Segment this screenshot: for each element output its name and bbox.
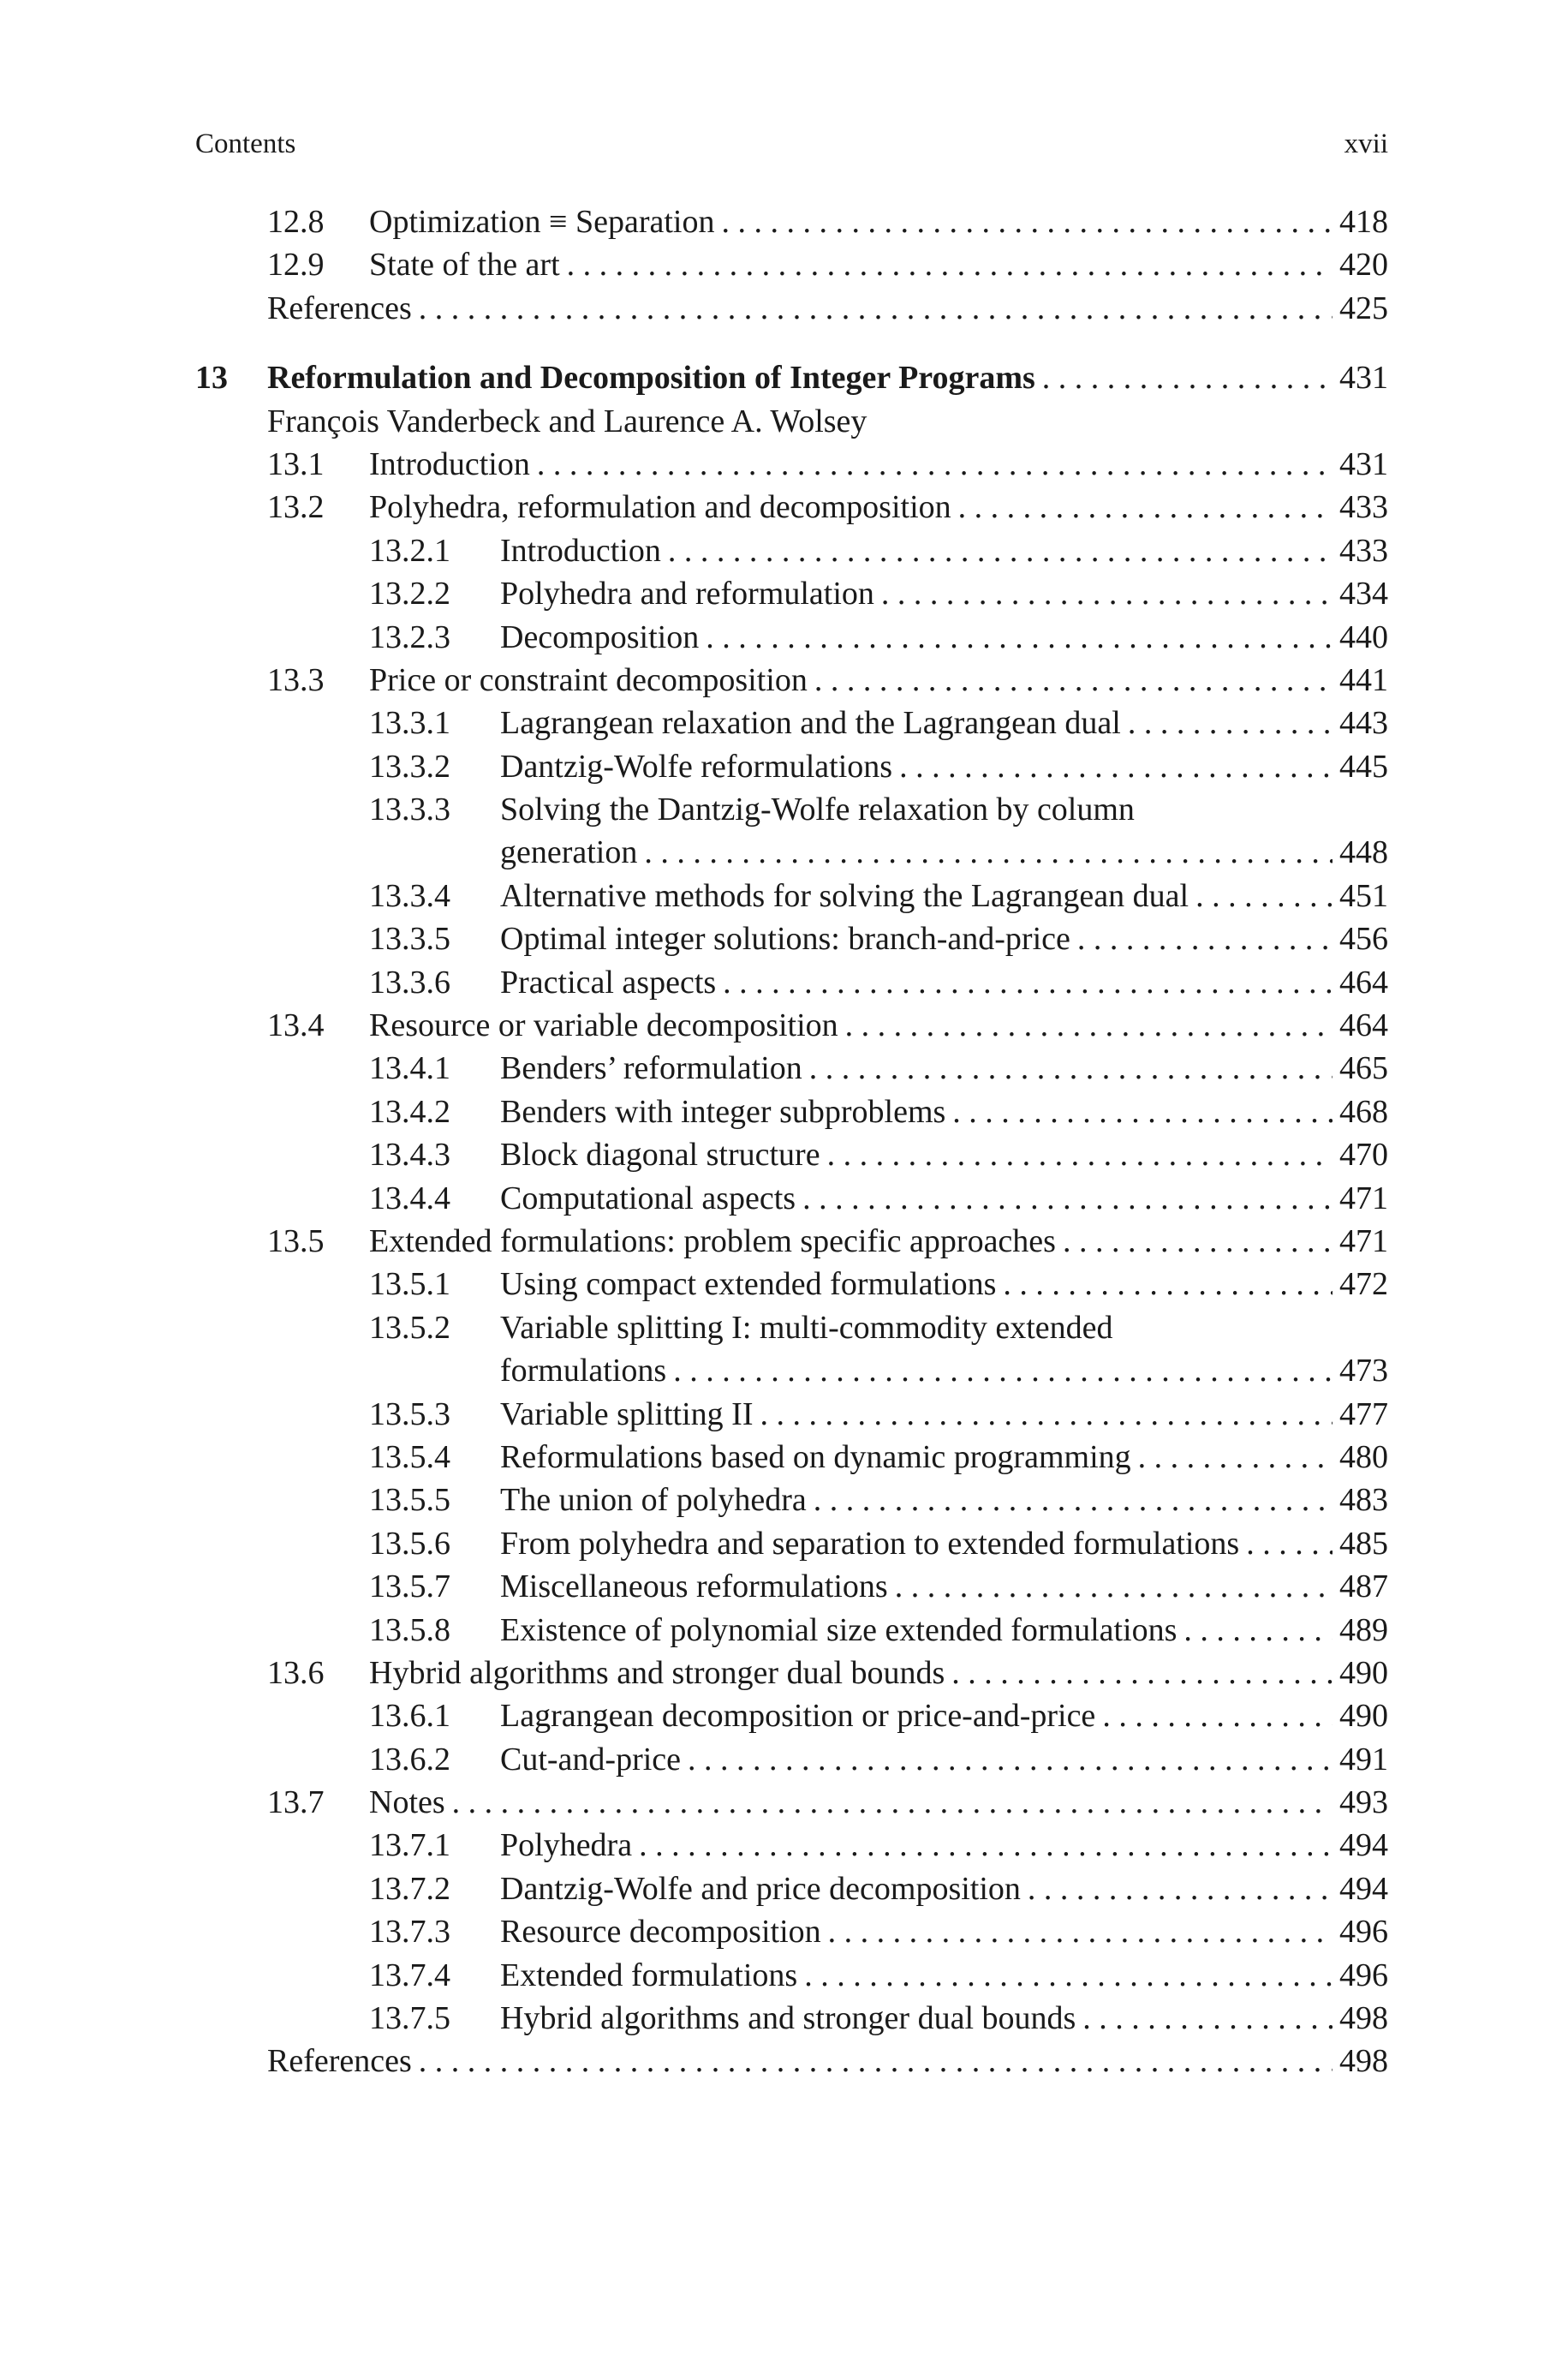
dot-leader — [895, 1565, 1333, 1608]
toc-entry-page: 456 — [1339, 921, 1388, 958]
toc-entry-number: 13.6 — [267, 1654, 325, 1691]
toc-entry-number: 13.4.1 — [369, 1050, 450, 1087]
toc-entry-page: 464 — [1339, 964, 1388, 1001]
dot-leader — [809, 1047, 1333, 1090]
dot-leader — [419, 287, 1333, 330]
toc-entry-13-7-2[interactable] — [0, 1867, 1568, 1910]
toc-entry-title: Optimization ≡ Separation — [369, 204, 715, 240]
toc-entry-page: 431 — [1339, 445, 1388, 482]
toc-entry-title: Computational aspects — [500, 1180, 796, 1216]
toc-entry-title: Introduction — [500, 532, 661, 569]
toc-entry-page: 493 — [1339, 1784, 1388, 1821]
toc-entry-page: 491 — [1339, 1741, 1388, 1778]
dot-leader — [452, 1781, 1333, 1824]
toc-entry-page: 483 — [1339, 1482, 1388, 1519]
dot-leader — [537, 443, 1333, 486]
toc-entry-number: 13.6.1 — [369, 1698, 450, 1735]
toc-entry-title: Using compact extended formulations — [500, 1266, 997, 1303]
dot-leader — [881, 572, 1333, 615]
toc-entry-page: 494 — [1339, 1827, 1388, 1864]
toc-entry-number: 13.5.8 — [369, 1611, 450, 1648]
dot-leader — [760, 1393, 1333, 1436]
toc-entry-title: Variable splitting I: multi-commodity extended — [500, 1309, 1113, 1346]
toc-entry-title: Hybrid algorithms and stronger dual bounds — [369, 1654, 945, 1691]
toc-entry-title: Alternative methods for solving the Lagrangean dual — [500, 877, 1189, 914]
toc-entry-number: 13.5.7 — [369, 1568, 450, 1605]
dot-leader — [644, 831, 1333, 874]
toc-entry-13-2-2[interactable] — [0, 572, 1568, 615]
dot-leader — [706, 616, 1333, 659]
toc-entry-number: 13.3.2 — [369, 748, 450, 785]
dot-leader — [804, 1954, 1333, 1997]
dot-leader — [1183, 1609, 1333, 1652]
dot-leader — [845, 1004, 1333, 1047]
chapter-authors — [0, 400, 1568, 443]
toc-entry-13-3-6[interactable] — [0, 961, 1568, 1004]
toc-entry-number: 13.5.4 — [369, 1438, 450, 1475]
toc-entry-page: 490 — [1339, 1698, 1388, 1735]
toc-entry-13-6-1[interactable] — [0, 1694, 1568, 1737]
dot-leader — [1128, 702, 1333, 744]
toc-entry-number: 13.5.5 — [369, 1482, 450, 1519]
chapter-title: Reformulation and Decomposition of Integer Programs — [267, 360, 1035, 397]
toc-entry-page: 445 — [1339, 748, 1388, 785]
chapter-authors-text: François Vanderbeck and Laurence A. Wolsey — [267, 403, 867, 439]
toc-entry-page: 433 — [1339, 489, 1388, 526]
toc-entry-13-4-4[interactable] — [0, 1177, 1568, 1220]
toc-entry-title: Existence of polynomial size extended formulations — [500, 1611, 1177, 1648]
toc-entry-13-4[interactable] — [0, 1004, 1568, 1047]
toc-entry-title: Benders with integer subproblems — [500, 1093, 946, 1130]
toc-entry-13-3-2[interactable] — [0, 745, 1568, 788]
toc-entry-title: Notes — [369, 1784, 445, 1821]
toc-entry-page: 425 — [1339, 290, 1388, 326]
toc-entry-number: 13.5.1 — [369, 1266, 450, 1303]
toc-entry-page: 464 — [1339, 1007, 1388, 1044]
toc-entry-number: 13.4.2 — [369, 1093, 450, 1130]
dot-leader — [1028, 1867, 1333, 1910]
toc-entry-page: 480 — [1339, 1438, 1388, 1475]
toc-entry-number: 13.3.1 — [369, 705, 450, 742]
toc-entry-number: 13.5.2 — [369, 1309, 450, 1346]
toc-entry-number: 12.8 — [267, 204, 325, 240]
toc-entry-13-5-2[interactable] — [0, 1306, 1568, 1349]
toc-entry-number: 12.9 — [267, 247, 325, 284]
toc-entry-page: 471 — [1339, 1180, 1388, 1216]
toc-entry-13-7-4[interactable] — [0, 1954, 1568, 1997]
toc-entry-page: 477 — [1339, 1395, 1388, 1432]
toc-entry-13-4-2[interactable] — [0, 1090, 1568, 1133]
toc-entry-number: 13.7 — [267, 1784, 325, 1821]
toc-entry-page: 498 — [1339, 2000, 1388, 2037]
toc-entry-title: Solving the Dantzig-Wolfe relaxation by column — [500, 792, 1135, 828]
toc-entry-title: Practical aspects — [500, 964, 717, 1001]
chapter-gap — [0, 330, 1568, 356]
toc-entry-number: 13.4.3 — [369, 1137, 450, 1174]
toc-entry-page: 451 — [1339, 877, 1388, 914]
toc-entry-title: Lagrangean relaxation and the Lagrangean dual — [500, 705, 1121, 742]
toc-entry-number: 13.2.1 — [369, 532, 450, 569]
toc-entry-number: 13.5 — [267, 1222, 325, 1259]
chapter-number: 13 — [195, 360, 228, 397]
toc-entry-title: Polyhedra — [500, 1827, 633, 1864]
dot-leader — [567, 243, 1333, 286]
dot-leader — [1246, 1522, 1333, 1565]
toc-entry-title: From polyhedra and separation to extended formulations — [500, 1525, 1240, 1562]
dot-leader — [1003, 1263, 1333, 1306]
toc-entry-title: Extended formulations: problem specific approaches — [369, 1222, 1056, 1259]
dot-leader — [828, 1910, 1333, 1953]
toc-entry-13-5-6[interactable] — [0, 1522, 1568, 1565]
toc-entry-13-5[interactable] — [0, 1220, 1568, 1263]
toc-entry-page: 485 — [1339, 1525, 1388, 1562]
toc-entry-title: Miscellaneous reformulations — [500, 1568, 888, 1605]
toc-entry-number: 13.2.2 — [369, 576, 450, 612]
toc-entry-number: 13.3.3 — [369, 792, 450, 828]
dot-leader — [1102, 1694, 1333, 1737]
toc-entry-references-ch13[interactable] — [0, 2040, 1568, 2082]
toc-entry-page: 498 — [1339, 2043, 1388, 2080]
toc-entry-number: 13.3.6 — [369, 964, 450, 1001]
toc-entry-page: 433 — [1339, 532, 1388, 569]
toc-entry-13-6-2[interactable] — [0, 1738, 1568, 1781]
dot-leader — [1077, 917, 1333, 960]
toc-entry-number: 13.7.2 — [369, 1870, 450, 1907]
toc-entry-page: 468 — [1339, 1093, 1388, 1130]
toc-entry-title: Resource decomposition — [500, 1914, 821, 1951]
dot-leader — [952, 1090, 1333, 1133]
toc-entry-title: References — [267, 290, 412, 326]
toc-entry-number: 13.7.4 — [369, 1957, 450, 1993]
toc-entry-page: 465 — [1339, 1050, 1388, 1087]
toc-entry-page: 487 — [1339, 1568, 1388, 1605]
toc-entry-references-ch12[interactable] — [0, 287, 1568, 330]
toc-entry-13-3[interactable] — [0, 659, 1568, 702]
toc-entry-title: Variable splitting II — [500, 1395, 754, 1432]
toc-entry-title: Cut-and-price — [500, 1741, 682, 1778]
toc-entry-title: Block diagonal structure — [500, 1137, 820, 1174]
dot-leader — [1063, 1220, 1333, 1263]
toc-entry-page: 440 — [1339, 618, 1388, 655]
toc-entry-13-3-5[interactable] — [0, 917, 1568, 960]
running-head-left: Contents — [195, 128, 296, 159]
toc-entry-number: 13.6.2 — [369, 1741, 450, 1778]
toc-entry-number: 13.3 — [267, 661, 325, 698]
toc-entry-13-5-7[interactable] — [0, 1565, 1568, 1608]
toc-entry-title-continued: formulations — [500, 1353, 667, 1389]
toc-entry-number: 13.3.4 — [369, 877, 450, 914]
dot-leader — [814, 659, 1333, 702]
dot-leader — [1138, 1436, 1333, 1479]
toc-entry-page: 489 — [1339, 1611, 1388, 1648]
toc-entry-number: 13.7.1 — [369, 1827, 450, 1864]
toc-entry-13-3-1[interactable] — [0, 702, 1568, 744]
toc-entry-13-2[interactable] — [0, 486, 1568, 529]
dot-leader — [1042, 356, 1333, 399]
toc-entry-13-2-3[interactable] — [0, 616, 1568, 659]
dot-leader — [951, 1652, 1333, 1694]
toc-entry-number: 13.3.5 — [369, 921, 450, 958]
toc-entry-page: 420 — [1339, 247, 1388, 284]
toc-entry-title: References — [267, 2043, 412, 2080]
toc-entry-number: 13.4 — [267, 1007, 325, 1044]
toc-entry-title: Dantzig-Wolfe and price decomposition — [500, 1870, 1021, 1907]
toc-entry-page: 496 — [1339, 1957, 1388, 1993]
toc-entry-page: 441 — [1339, 661, 1388, 698]
toc-entry-title: Dantzig-Wolfe reformulations — [500, 748, 893, 785]
toc-entry-number: 13.4.4 — [369, 1180, 450, 1216]
toc-entry-13-6[interactable] — [0, 1652, 1568, 1694]
toc-entry-13-5-4[interactable] — [0, 1436, 1568, 1479]
page-number: xvii — [1344, 128, 1388, 159]
toc-entry-13-4-3[interactable] — [0, 1133, 1568, 1176]
toc-entry-page: 434 — [1339, 576, 1388, 612]
toc-entry-13-5-1[interactable] — [0, 1263, 1568, 1306]
toc-entry-page: 473 — [1339, 1353, 1388, 1389]
dot-leader — [668, 529, 1333, 572]
toc-entry-title: The union of polyhedra — [500, 1482, 807, 1519]
toc-entry-title: Optimal integer solutions: branch-and-price — [500, 921, 1070, 958]
toc-entry-title-continued: generation — [500, 834, 638, 871]
toc-entry-title: Decomposition — [500, 618, 700, 655]
toc-entry-title: Polyhedra and reformulation — [500, 576, 874, 612]
toc-entry-continuation[interactable] — [0, 1349, 1568, 1392]
toc-entry-page: 470 — [1339, 1137, 1388, 1174]
dot-leader — [1195, 875, 1333, 917]
toc-entry-13-7-5[interactable] — [0, 1997, 1568, 2040]
toc-entry-title: State of the art — [369, 247, 560, 284]
toc-entry-page: 494 — [1339, 1870, 1388, 1907]
toc-entry-page: 490 — [1339, 1654, 1388, 1691]
toc-entry-title: Polyhedra, reformulation and decomposition — [369, 489, 951, 526]
toc-entry-number: 13.7.5 — [369, 2000, 450, 2037]
toc-entry-13-5-5[interactable] — [0, 1479, 1568, 1521]
toc-entry-continuation[interactable] — [0, 831, 1568, 874]
toc-entry-title: Resource or variable decomposition — [369, 1007, 838, 1044]
toc-entry-13-3-4[interactable] — [0, 875, 1568, 917]
dot-leader — [802, 1177, 1333, 1220]
toc-entry-13-3-3[interactable] — [0, 788, 1568, 831]
dot-leader — [723, 961, 1333, 1004]
toc-entry-title: Hybrid algorithms and stronger dual bounds — [500, 2000, 1076, 2037]
dot-leader — [639, 1824, 1333, 1867]
toc-entry-13-5-3[interactable] — [0, 1393, 1568, 1436]
toc-chapter-13[interactable] — [0, 356, 1568, 399]
dot-leader — [958, 486, 1333, 529]
toc-entry-number: 13.5.3 — [369, 1395, 450, 1432]
toc-entry-page: 443 — [1339, 705, 1388, 742]
toc-entry-title: Lagrangean decomposition or price-and-price — [500, 1698, 1096, 1735]
toc-entry-number: 13.2 — [267, 489, 325, 526]
toc-entry-page: 496 — [1339, 1914, 1388, 1951]
dot-leader — [827, 1133, 1333, 1176]
dot-leader — [1082, 1997, 1333, 2040]
toc-entry-13-5-8[interactable] — [0, 1609, 1568, 1652]
toc-entry-13-2-1[interactable] — [0, 529, 1568, 572]
toc-entry-title: Introduction — [369, 445, 530, 482]
dot-leader — [814, 1479, 1333, 1521]
dot-leader — [721, 200, 1333, 243]
toc-entry-title: Benders’ reformulation — [500, 1050, 802, 1087]
toc-entry-13-1[interactable] — [0, 443, 1568, 486]
dot-leader — [419, 2040, 1333, 2082]
toc-entry-title: Price or constraint decomposition — [369, 661, 808, 698]
toc-entry-13-7-3[interactable] — [0, 1910, 1568, 1953]
toc-entry-number: 13.5.6 — [369, 1525, 450, 1562]
toc-entry-number: 13.7.3 — [369, 1914, 450, 1951]
toc-entry-title: Extended formulations — [500, 1957, 798, 1993]
toc-entry-page: 471 — [1339, 1222, 1388, 1259]
dot-leader — [688, 1738, 1333, 1781]
toc-entry-13-7-1[interactable] — [0, 1824, 1568, 1867]
dot-leader — [673, 1349, 1333, 1392]
toc-entry-13-7[interactable] — [0, 1781, 1568, 1824]
chapter-page: 431 — [1339, 360, 1388, 397]
toc-entry-12-8[interactable] — [0, 200, 1568, 243]
toc-entry-title: Reformulations based on dynamic programming — [500, 1438, 1131, 1475]
chapter-13-entries — [0, 443, 1568, 2040]
toc-entry-number: 13.2.3 — [369, 618, 450, 655]
toc-entry-number: 13.1 — [267, 445, 325, 482]
dot-leader — [899, 745, 1333, 788]
toc-entry-12-9[interactable] — [0, 243, 1568, 286]
toc-entry-13-4-1[interactable] — [0, 1047, 1568, 1090]
table-of-contents — [0, 200, 1568, 2083]
toc-entry-page: 472 — [1339, 1266, 1388, 1303]
toc-entry-page: 448 — [1339, 834, 1388, 871]
toc-entry-page: 418 — [1339, 204, 1388, 240]
